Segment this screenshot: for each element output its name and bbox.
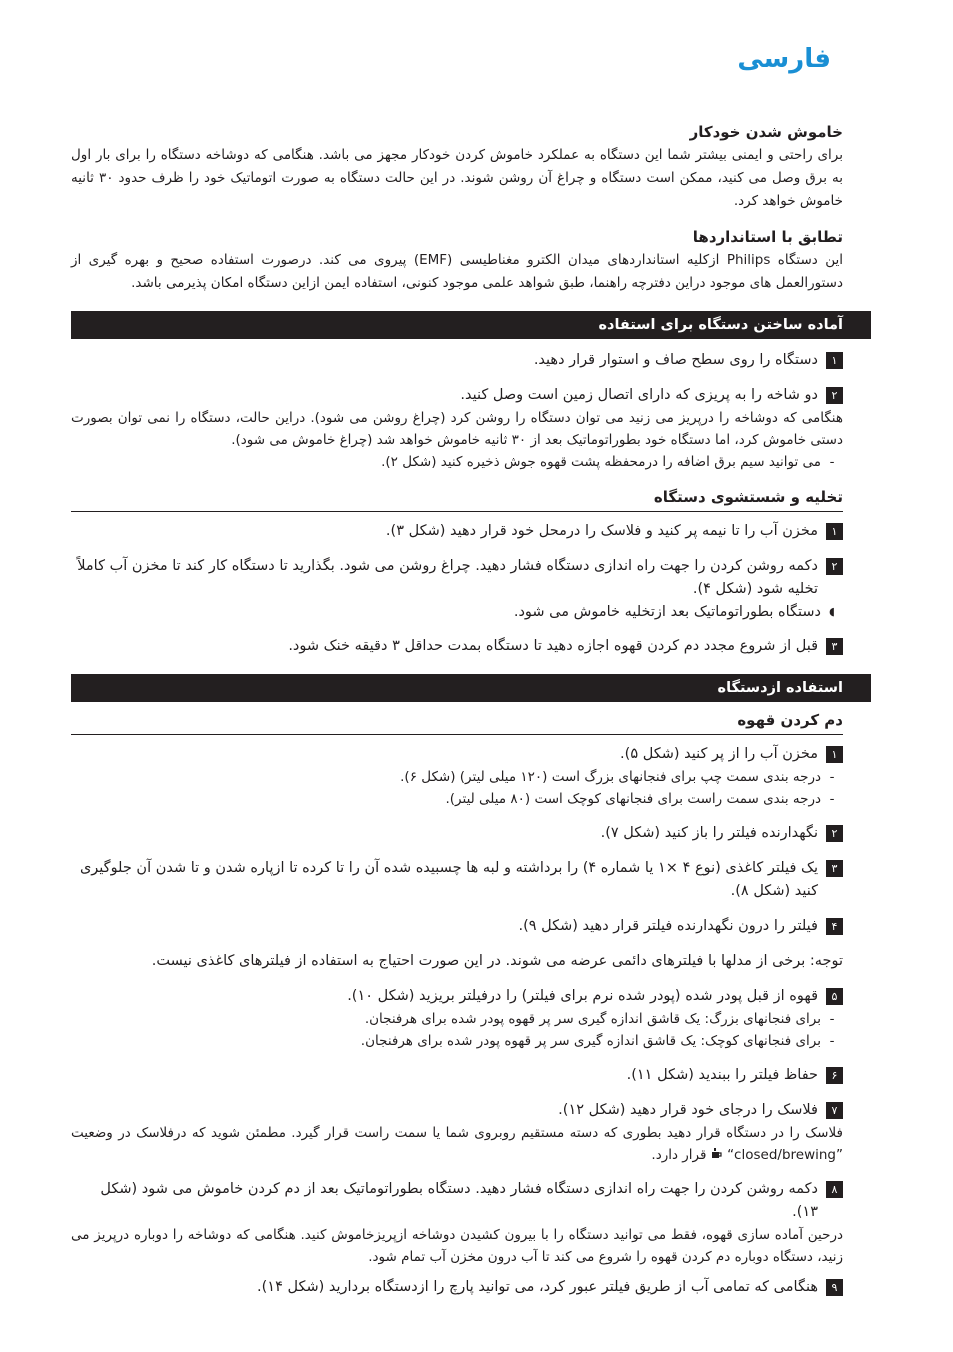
step xyxy=(71,985,843,1008)
bullet xyxy=(71,451,843,473)
step-number: ۹ xyxy=(826,1279,843,1296)
step xyxy=(71,1276,843,1299)
step xyxy=(71,635,843,658)
step-number: ۳ xyxy=(826,638,843,655)
dash-icon: - xyxy=(829,791,835,807)
step xyxy=(71,520,843,543)
note: توجه: برخی از مدلها با فیلترهای دائمی عرضه می شوند. در این صورت احتیاج به استفاده از فیلترهای کاغذی نیست. xyxy=(151,953,843,969)
step xyxy=(71,1099,843,1122)
step xyxy=(71,349,843,372)
language-title: فارسی xyxy=(737,44,831,74)
step-number: ۱ xyxy=(826,523,843,540)
step-text: یک فیلتر کاغذی (نوع ۴ ×۱ یا شماره ۴) را برداشته و لبه ها چسبیده شده آن را تا کرده تا ازپاره شدن و تا شدن آن جلوگیری کنید (شکل ۸). xyxy=(79,860,818,899)
brew-title: دم کردن قهوه xyxy=(71,708,843,735)
step-text: دستگاه را روی سطح صاف و استوار قرار دهید. xyxy=(533,352,818,368)
step-text: فلاسک را درجای خود قرار دهید (شکل ۱۲). xyxy=(558,1102,818,1118)
bullet-dot-icon: ◖ xyxy=(829,605,835,618)
step-text: قهوه از قبل پودر شده (پودر شده نرم برای فیلتر) را درفیلتر بریزید (شکل ۱۰). xyxy=(347,988,818,1004)
bullet-text: برای فنجانهای بزرگ: یک قاشق اندازه گیری سر پر قهوه پودر شده برای هرفنجان. xyxy=(364,1011,821,1027)
bullet xyxy=(71,1030,843,1052)
step-number: ۶ xyxy=(826,1067,843,1084)
step xyxy=(71,915,843,938)
step-text: نگهدارنده فیلتر را باز کنید (شکل ۷). xyxy=(600,825,818,841)
step-text: حفاظ فیلتر را ببندید (شکل ۱۱). xyxy=(626,1067,818,1083)
step-number: ۲ xyxy=(826,387,843,404)
step-text: قبل از شروع مجدد دم کردن قهوه اجازه دهید تا دستگاه بمدت حداقل ۳ دقیقه خنک شود. xyxy=(288,638,818,654)
step xyxy=(71,857,843,903)
auto-off-text: برای راحتی و ایمنی بیشتر شما این دستگاه به عملکرد خاموش کردن خودکار مجهز می باشد. هنگامی که دوشاخه دستگاه را برای بار اول به برق وصل می کنید، ممکن است دستگاه و چراغ آن روشن شوند. در این حالت دستگاه به صورت اتوماتیک خود را ظرف حدود ۳۰ ثانیه خاموش خواهد کرد. xyxy=(71,147,843,209)
step-number: ۸ xyxy=(826,1181,843,1198)
step-number: ۳ xyxy=(826,860,843,877)
bullet-text: می توانید سیم برق اضافه را درمحفظه پشت قهوه جوش ذخیره کنید (شکل ۲). xyxy=(381,454,821,470)
bullet-text: درجه بندی سمت چپ برای فنجانهای بزرگ است (۱۲۰ میلی لیتر) (شکل ۶). xyxy=(400,769,821,785)
step-text: هنگامی که تمامی آب از طریق فیلتر عبور کرد، می توانید پارچ را ازدستگاه بردارید (شکل ۱۴). xyxy=(257,1279,818,1295)
step-text: مخزن آب را از پر کنید (شکل ۵). xyxy=(620,746,818,762)
step-number: ۱ xyxy=(826,352,843,369)
standards-title: تطابق با استانداردها xyxy=(692,228,843,246)
step-text: دکمه روشن کردن را جهت راه اندازی دستگاه فشار دهید. دستگاه بطوراتوماتیک بعد از دم کردن خاموش می شود (شکل ۱۳). xyxy=(100,1181,818,1220)
step xyxy=(71,822,843,845)
section-bar-prepare: آماده ساختن دستگاه برای استفاده xyxy=(71,311,871,339)
dash-icon: - xyxy=(829,769,835,785)
bullet-text: برای فنجانهای کوچک: یک قاشق اندازه گیری سر پر قهوه پودر شده برای هرفنجان. xyxy=(360,1033,821,1049)
flask-note xyxy=(71,1122,843,1166)
bullet-text: دستگاه بطوراتوماتیک بعد ازتخلیه خاموش می شود. xyxy=(513,604,821,620)
step xyxy=(71,1178,843,1224)
standards-text: این دستگاه Philips ازکلیه استانداردهای میدان الکترو مغناطیسی (EMF) پیروی می کند. درصورت استفاده صحیح و بهره گیری از دستورالعمل های موجود دراین دفترچه راهنما، طبق شواهد علمی موجود کنونی، استفاده ایمن ازاین دستگاه امکان پذیرمی باشد. xyxy=(71,252,843,291)
step xyxy=(71,1064,843,1087)
step-number: ۲ xyxy=(826,558,843,575)
bullet xyxy=(71,788,843,810)
bullet xyxy=(71,766,843,788)
flask-note-a: فلاسک را در دستگاه قرار دهید بطوری که دسته مستقیم روبروی شما یا سمت راست قرار گیرد. مطمئن شوید که درفلاسک در وضعیت xyxy=(71,1125,843,1141)
step xyxy=(71,555,843,601)
flask-note-b: قرار دارد. xyxy=(651,1147,707,1163)
bullet-text: درجه بندی سمت راست برای فنجانهای کوچک است (۸۰ میلی لیتر). xyxy=(445,791,821,807)
cup-icon xyxy=(711,1148,723,1162)
step-number: ۲ xyxy=(826,825,843,842)
bullet xyxy=(71,601,843,623)
step xyxy=(71,743,843,766)
step-number: ۵ xyxy=(826,988,843,1005)
dash-icon: - xyxy=(829,1033,835,1049)
dash-icon: - xyxy=(829,1011,835,1027)
step xyxy=(71,384,843,407)
bullet xyxy=(71,1008,843,1030)
auto-off-title: خاموش شدن خودکار xyxy=(689,123,843,141)
prepare-note: هنگامی که دوشاخه را درپریز می زنید می توان دستگاه را روشن کرد (چراغ روشن می شود). دراین حالت، دستگاه را نمی توان بصورت دستی خاموش کرد، اما دستگاه خود بطوراتوماتیک بعد از ۳۰ ثانیه خاموش خواهد شد (چراغ خاموش می شود). xyxy=(71,410,843,448)
drain-title: تخلیه و شستشوی دستگاه xyxy=(71,485,843,512)
step-text: مخزن آب را تا نیمه پر کنید و فلاسک را درمحل خود قرار دهید (شکل ۳). xyxy=(385,523,818,539)
flask-note-state: “closed/brewing” xyxy=(727,1147,843,1163)
step-number: ۱ xyxy=(826,746,843,763)
step-number: ۷ xyxy=(826,1102,843,1119)
brew-note: درحین آماده سازی قهوه، فقط می توانید دستگاه را با بیرون کشیدن دوشاخه ازپریزخاموش کنید. هنگامی که دوشاخه را دوباره درپریز می زنید، دستگاه دوباره دم کردن قهوه را شروع می کند تا آب درون مخزن آب تمام شود. xyxy=(71,1227,843,1265)
dash-icon: - xyxy=(829,454,835,470)
step-number: ۴ xyxy=(826,918,843,935)
step-text: دکمه روشن کردن را جهت راه اندازی دستگاه فشار دهید. چراغ روشن می شود. بگذارید تا دستگاه کار کند تا مخزن آب کاملاً تخلیه شود (شکل ۴). xyxy=(77,558,818,597)
content xyxy=(71,120,843,1299)
section-bar-use: استفاده ازدستگاه xyxy=(71,674,871,702)
step-text: دو شاخه را به پریزی که دارای اتصال زمین است وصل کنید. xyxy=(460,387,818,403)
step-text: فیلتر را درون نگهدارنده فیلتر قرار دهید (شکل ۹). xyxy=(518,918,818,934)
